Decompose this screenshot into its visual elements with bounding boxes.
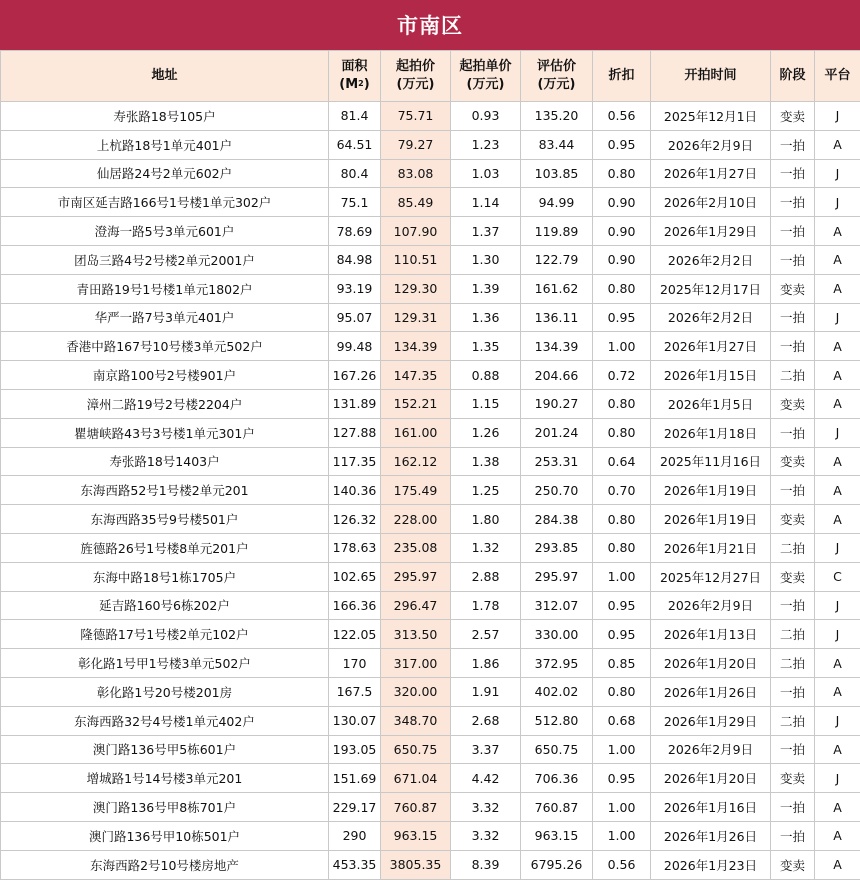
cell-appraisal: 330.00 xyxy=(521,620,593,649)
cell-appraisal: 83.44 xyxy=(521,130,593,159)
cell-area: 151.69 xyxy=(329,764,381,793)
cell-start-price: 147.35 xyxy=(381,361,451,390)
header-discount-label: 折扣 xyxy=(608,68,634,83)
cell-unit-price: 2.88 xyxy=(451,562,521,591)
auction-table xyxy=(0,50,860,880)
table-header-row xyxy=(1,51,860,102)
cell-area: 78.69 xyxy=(329,217,381,246)
header-area xyxy=(329,51,381,102)
cell-appraisal: 650.75 xyxy=(521,735,593,764)
cell-address: 东海中路18号1栋1705户 xyxy=(1,562,329,591)
cell-start-time: 2026年1月26日 xyxy=(651,821,771,850)
cell-platform: A xyxy=(815,332,860,361)
cell-unit-price: 1.03 xyxy=(451,159,521,188)
cell-unit-price: 0.93 xyxy=(451,102,521,131)
cell-discount: 0.80 xyxy=(593,533,651,562)
table-row xyxy=(1,620,860,649)
cell-address: 增城路1号14号楼3单元201 xyxy=(1,764,329,793)
cell-start-price: 161.00 xyxy=(381,418,451,447)
table-row xyxy=(1,274,860,303)
cell-stage: 一拍 xyxy=(771,793,815,822)
cell-appraisal: 512.80 xyxy=(521,706,593,735)
cell-stage: 变卖 xyxy=(771,505,815,534)
cell-platform: A xyxy=(815,245,860,274)
cell-unit-price: 0.88 xyxy=(451,361,521,390)
cell-address: 澄海一路5号3单元601户 xyxy=(1,217,329,246)
cell-unit-price: 2.68 xyxy=(451,706,521,735)
cell-start-time: 2026年1月23日 xyxy=(651,850,771,879)
cell-appraisal: 103.85 xyxy=(521,159,593,188)
cell-address: 澳门路136号甲5栋601户 xyxy=(1,735,329,764)
cell-unit-price: 1.37 xyxy=(451,217,521,246)
cell-area: 453.35 xyxy=(329,850,381,879)
cell-start-time: 2026年1月20日 xyxy=(651,649,771,678)
cell-area: 95.07 xyxy=(329,303,381,332)
cell-area: 166.36 xyxy=(329,591,381,620)
cell-discount: 0.95 xyxy=(593,620,651,649)
cell-appraisal: 402.02 xyxy=(521,677,593,706)
cell-discount: 0.72 xyxy=(593,361,651,390)
cell-address: 旌德路26号1号楼8单元201户 xyxy=(1,533,329,562)
cell-start-price: 317.00 xyxy=(381,649,451,678)
cell-stage: 变卖 xyxy=(771,562,815,591)
cell-platform: A xyxy=(815,850,860,879)
cell-address: 东海西路2号10号楼房地产 xyxy=(1,850,329,879)
header-unit-price xyxy=(451,51,521,102)
cell-area: 117.35 xyxy=(329,447,381,476)
cell-appraisal: 760.87 xyxy=(521,793,593,822)
cell-platform: C xyxy=(815,562,860,591)
cell-platform: J xyxy=(815,591,860,620)
cell-start-price: 650.75 xyxy=(381,735,451,764)
cell-start-price: 671.04 xyxy=(381,764,451,793)
table-row xyxy=(1,850,860,879)
table-row xyxy=(1,821,860,850)
header-start-price-unit: (万元) xyxy=(381,76,450,94)
cell-platform: A xyxy=(815,130,860,159)
cell-start-time: 2025年12月27日 xyxy=(651,562,771,591)
cell-platform: A xyxy=(815,793,860,822)
cell-start-time: 2025年12月17日 xyxy=(651,274,771,303)
header-unit-price-unit: (万元) xyxy=(451,76,520,94)
cell-start-price: 129.31 xyxy=(381,303,451,332)
cell-address: 隆德路17号1号楼2单元102户 xyxy=(1,620,329,649)
cell-unit-price: 1.36 xyxy=(451,303,521,332)
cell-start-time: 2026年1月19日 xyxy=(651,505,771,534)
table-row xyxy=(1,764,860,793)
cell-area: 229.17 xyxy=(329,793,381,822)
cell-discount: 0.95 xyxy=(593,303,651,332)
cell-platform: J xyxy=(815,764,860,793)
header-address-label: 地址 xyxy=(151,68,177,83)
cell-platform: A xyxy=(815,389,860,418)
cell-start-time: 2026年1月21日 xyxy=(651,533,771,562)
cell-stage: 二拍 xyxy=(771,361,815,390)
cell-start-time: 2026年2月10日 xyxy=(651,188,771,217)
cell-address: 仙居路24号2单元602户 xyxy=(1,159,329,188)
cell-unit-price: 1.35 xyxy=(451,332,521,361)
cell-discount: 0.80 xyxy=(593,418,651,447)
cell-platform: A xyxy=(815,649,860,678)
cell-platform: A xyxy=(815,361,860,390)
table-row xyxy=(1,591,860,620)
header-start-price xyxy=(381,51,451,102)
cell-discount: 0.68 xyxy=(593,706,651,735)
cell-area: 167.5 xyxy=(329,677,381,706)
cell-stage: 一拍 xyxy=(771,303,815,332)
cell-discount: 0.80 xyxy=(593,274,651,303)
cell-start-time: 2026年1月15日 xyxy=(651,361,771,390)
header-appraisal xyxy=(521,51,593,102)
cell-platform: A xyxy=(815,447,860,476)
header-discount xyxy=(593,51,651,102)
table-row xyxy=(1,332,860,361)
cell-stage: 二拍 xyxy=(771,649,815,678)
table-row xyxy=(1,533,860,562)
cell-unit-price: 8.39 xyxy=(451,850,521,879)
cell-unit-price: 1.32 xyxy=(451,533,521,562)
table-row xyxy=(1,245,860,274)
table-row xyxy=(1,793,860,822)
cell-platform: J xyxy=(815,188,860,217)
cell-platform: A xyxy=(815,476,860,505)
cell-start-price: 348.70 xyxy=(381,706,451,735)
cell-start-price: 162.12 xyxy=(381,447,451,476)
cell-appraisal: 204.66 xyxy=(521,361,593,390)
cell-address: 东海西路52号1号楼2单元201 xyxy=(1,476,329,505)
cell-start-time: 2026年2月9日 xyxy=(651,735,771,764)
header-start-price-label: 起拍价 xyxy=(381,58,450,76)
cell-address: 上杭路18号1单元401户 xyxy=(1,130,329,159)
cell-address: 市南区延吉路166号1号楼1单元302户 xyxy=(1,188,329,217)
cell-unit-price: 1.38 xyxy=(451,447,521,476)
cell-appraisal: 253.31 xyxy=(521,447,593,476)
cell-area: 75.1 xyxy=(329,188,381,217)
cell-appraisal: 963.15 xyxy=(521,821,593,850)
cell-appraisal: 161.62 xyxy=(521,274,593,303)
cell-stage: 一拍 xyxy=(771,418,815,447)
cell-start-time: 2026年1月26日 xyxy=(651,677,771,706)
cell-area: 84.98 xyxy=(329,245,381,274)
header-start-time-label: 开拍时间 xyxy=(684,68,736,83)
cell-start-time: 2026年1月5日 xyxy=(651,389,771,418)
cell-stage: 二拍 xyxy=(771,706,815,735)
cell-discount: 0.90 xyxy=(593,188,651,217)
cell-start-time: 2026年1月29日 xyxy=(651,217,771,246)
cell-start-price: 963.15 xyxy=(381,821,451,850)
cell-unit-price: 1.14 xyxy=(451,188,521,217)
header-unit-price-label: 起拍单价 xyxy=(451,58,520,76)
cell-stage: 二拍 xyxy=(771,620,815,649)
cell-unit-price: 1.26 xyxy=(451,418,521,447)
cell-discount: 0.90 xyxy=(593,217,651,246)
cell-start-price: 83.08 xyxy=(381,159,451,188)
cell-unit-price: 3.37 xyxy=(451,735,521,764)
cell-start-time: 2026年1月27日 xyxy=(651,159,771,188)
cell-appraisal: 94.99 xyxy=(521,188,593,217)
table-row xyxy=(1,159,860,188)
cell-stage: 一拍 xyxy=(771,245,815,274)
cell-appraisal: 135.20 xyxy=(521,102,593,131)
cell-discount: 0.56 xyxy=(593,850,651,879)
cell-area: 178.63 xyxy=(329,533,381,562)
header-stage xyxy=(771,51,815,102)
cell-appraisal: 250.70 xyxy=(521,476,593,505)
cell-stage: 变卖 xyxy=(771,447,815,476)
table-row xyxy=(1,361,860,390)
table-row xyxy=(1,130,860,159)
cell-unit-price: 1.39 xyxy=(451,274,521,303)
cell-unit-price: 1.78 xyxy=(451,591,521,620)
cell-platform: A xyxy=(815,217,860,246)
cell-unit-price: 1.91 xyxy=(451,677,521,706)
cell-area: 93.19 xyxy=(329,274,381,303)
header-stage-label: 阶段 xyxy=(779,68,805,83)
cell-unit-price: 4.42 xyxy=(451,764,521,793)
cell-stage: 一拍 xyxy=(771,188,815,217)
cell-start-price: 175.49 xyxy=(381,476,451,505)
cell-address: 东海西路32号4号楼1单元402户 xyxy=(1,706,329,735)
cell-area: 99.48 xyxy=(329,332,381,361)
cell-start-price: 3805.35 xyxy=(381,850,451,879)
cell-platform: J xyxy=(815,533,860,562)
cell-platform: J xyxy=(815,620,860,649)
cell-address: 彰化路1号甲1号楼3单元502户 xyxy=(1,649,329,678)
cell-stage: 一拍 xyxy=(771,735,815,764)
cell-start-price: 320.00 xyxy=(381,677,451,706)
cell-start-price: 75.71 xyxy=(381,102,451,131)
table-row xyxy=(1,735,860,764)
cell-discount: 0.56 xyxy=(593,102,651,131)
header-area-unit-post: ) xyxy=(364,77,370,92)
cell-start-time: 2026年2月9日 xyxy=(651,130,771,159)
cell-appraisal: 134.39 xyxy=(521,332,593,361)
cell-discount: 0.95 xyxy=(593,591,651,620)
cell-start-time: 2025年12月1日 xyxy=(651,102,771,131)
cell-start-price: 85.49 xyxy=(381,188,451,217)
header-area-unit xyxy=(329,76,380,94)
cell-area: 131.89 xyxy=(329,389,381,418)
cell-stage: 一拍 xyxy=(771,130,815,159)
cell-start-time: 2026年2月9日 xyxy=(651,591,771,620)
cell-address: 瞿塘峡路43号3号楼1单元301户 xyxy=(1,418,329,447)
cell-start-price: 129.30 xyxy=(381,274,451,303)
cell-unit-price: 1.25 xyxy=(451,476,521,505)
table-row xyxy=(1,418,860,447)
cell-appraisal: 190.27 xyxy=(521,389,593,418)
cell-stage: 一拍 xyxy=(771,476,815,505)
cell-address: 澳门路136号甲8栋701户 xyxy=(1,793,329,822)
cell-stage: 变卖 xyxy=(771,389,815,418)
cell-platform: A xyxy=(815,735,860,764)
table-row xyxy=(1,303,860,332)
cell-area: 64.51 xyxy=(329,130,381,159)
cell-unit-price: 3.32 xyxy=(451,821,521,850)
cell-discount: 1.00 xyxy=(593,821,651,850)
cell-unit-price: 1.30 xyxy=(451,245,521,274)
cell-discount: 1.00 xyxy=(593,562,651,591)
cell-start-time: 2026年1月27日 xyxy=(651,332,771,361)
cell-appraisal: 295.97 xyxy=(521,562,593,591)
cell-area: 167.26 xyxy=(329,361,381,390)
cell-area: 290 xyxy=(329,821,381,850)
page-title: 市南区 xyxy=(0,0,860,50)
cell-appraisal: 706.36 xyxy=(521,764,593,793)
cell-address: 彰化路1号20号楼201房 xyxy=(1,677,329,706)
cell-area: 130.07 xyxy=(329,706,381,735)
cell-discount: 0.80 xyxy=(593,677,651,706)
cell-discount: 1.00 xyxy=(593,332,651,361)
cell-unit-price: 2.57 xyxy=(451,620,521,649)
cell-stage: 一拍 xyxy=(771,217,815,246)
cell-stage: 变卖 xyxy=(771,274,815,303)
cell-platform: A xyxy=(815,677,860,706)
cell-stage: 二拍 xyxy=(771,533,815,562)
cell-appraisal: 372.95 xyxy=(521,649,593,678)
cell-address: 青田路19号1号楼1单元1802户 xyxy=(1,274,329,303)
table-row xyxy=(1,389,860,418)
cell-stage: 一拍 xyxy=(771,332,815,361)
cell-address: 团岛三路4号2号楼2单元2001户 xyxy=(1,245,329,274)
cell-start-time: 2026年1月18日 xyxy=(651,418,771,447)
cell-area: 122.05 xyxy=(329,620,381,649)
cell-appraisal: 122.79 xyxy=(521,245,593,274)
cell-stage: 一拍 xyxy=(771,821,815,850)
cell-start-time: 2026年1月16日 xyxy=(651,793,771,822)
cell-area: 170 xyxy=(329,649,381,678)
table-body xyxy=(1,102,860,880)
cell-platform: A xyxy=(815,274,860,303)
cell-area: 193.05 xyxy=(329,735,381,764)
cell-start-price: 79.27 xyxy=(381,130,451,159)
cell-appraisal: 284.38 xyxy=(521,505,593,534)
header-address xyxy=(1,51,329,102)
cell-address: 寿张路18号1403户 xyxy=(1,447,329,476)
cell-start-time: 2025年11月16日 xyxy=(651,447,771,476)
header-start-time xyxy=(651,51,771,102)
cell-area: 126.32 xyxy=(329,505,381,534)
table-row xyxy=(1,102,860,131)
cell-start-price: 107.90 xyxy=(381,217,451,246)
cell-appraisal: 312.07 xyxy=(521,591,593,620)
header-area-unit-sup: 2 xyxy=(358,79,364,88)
cell-appraisal: 6795.26 xyxy=(521,850,593,879)
cell-appraisal: 201.24 xyxy=(521,418,593,447)
cell-address: 香港中路167号10号楼3单元502户 xyxy=(1,332,329,361)
cell-appraisal: 136.11 xyxy=(521,303,593,332)
cell-area: 102.65 xyxy=(329,562,381,591)
cell-unit-price: 1.23 xyxy=(451,130,521,159)
cell-platform: A xyxy=(815,821,860,850)
cell-platform: J xyxy=(815,303,860,332)
cell-discount: 0.90 xyxy=(593,245,651,274)
header-appraisal-label: 评估价 xyxy=(521,58,592,76)
cell-unit-price: 1.86 xyxy=(451,649,521,678)
cell-start-time: 2026年1月20日 xyxy=(651,764,771,793)
cell-address: 东海西路35号9号楼501户 xyxy=(1,505,329,534)
cell-discount: 0.95 xyxy=(593,130,651,159)
cell-start-time: 2026年1月13日 xyxy=(651,620,771,649)
cell-discount: 1.00 xyxy=(593,793,651,822)
cell-discount: 0.80 xyxy=(593,389,651,418)
cell-start-price: 110.51 xyxy=(381,245,451,274)
cell-start-price: 760.87 xyxy=(381,793,451,822)
cell-area: 81.4 xyxy=(329,102,381,131)
cell-address: 漳州二路19号2号楼2204户 xyxy=(1,389,329,418)
cell-unit-price: 1.15 xyxy=(451,389,521,418)
cell-platform: A xyxy=(815,505,860,534)
table-row xyxy=(1,649,860,678)
cell-stage: 变卖 xyxy=(771,764,815,793)
cell-discount: 0.70 xyxy=(593,476,651,505)
cell-platform: J xyxy=(815,102,860,131)
cell-unit-price: 3.32 xyxy=(451,793,521,822)
cell-stage: 变卖 xyxy=(771,850,815,879)
cell-start-price: 152.21 xyxy=(381,389,451,418)
table-row xyxy=(1,217,860,246)
cell-start-price: 228.00 xyxy=(381,505,451,534)
cell-discount: 0.80 xyxy=(593,505,651,534)
cell-stage: 一拍 xyxy=(771,677,815,706)
table-row xyxy=(1,188,860,217)
cell-address: 寿张路18号105户 xyxy=(1,102,329,131)
cell-address: 延吉路160号6栋202户 xyxy=(1,591,329,620)
header-area-label: 面积 xyxy=(329,58,380,76)
cell-platform: J xyxy=(815,418,860,447)
table-row xyxy=(1,505,860,534)
cell-stage: 一拍 xyxy=(771,159,815,188)
table-row xyxy=(1,677,860,706)
cell-platform: J xyxy=(815,159,860,188)
cell-area: 127.88 xyxy=(329,418,381,447)
header-appraisal-unit: (万元) xyxy=(521,76,592,94)
cell-appraisal: 293.85 xyxy=(521,533,593,562)
cell-start-price: 134.39 xyxy=(381,332,451,361)
table-row xyxy=(1,447,860,476)
cell-start-time: 2026年2月2日 xyxy=(651,303,771,332)
cell-unit-price: 1.80 xyxy=(451,505,521,534)
cell-address: 澳门路136号甲10栋501户 xyxy=(1,821,329,850)
cell-discount: 1.00 xyxy=(593,735,651,764)
cell-start-price: 313.50 xyxy=(381,620,451,649)
table-row xyxy=(1,476,860,505)
cell-start-time: 2026年1月29日 xyxy=(651,706,771,735)
header-area-unit-pre: (M xyxy=(339,77,358,92)
cell-start-time: 2026年2月2日 xyxy=(651,245,771,274)
cell-platform: J xyxy=(815,706,860,735)
cell-address: 南京路100号2号楼901户 xyxy=(1,361,329,390)
cell-discount: 0.80 xyxy=(593,159,651,188)
cell-discount: 0.64 xyxy=(593,447,651,476)
cell-area: 140.36 xyxy=(329,476,381,505)
table-row xyxy=(1,706,860,735)
cell-discount: 0.95 xyxy=(593,764,651,793)
cell-discount: 0.85 xyxy=(593,649,651,678)
cell-start-price: 295.97 xyxy=(381,562,451,591)
cell-address: 华严一路7号3单元401户 xyxy=(1,303,329,332)
header-platform-label: 平台 xyxy=(824,68,850,83)
header-platform xyxy=(815,51,860,102)
cell-start-price: 296.47 xyxy=(381,591,451,620)
cell-area: 80.4 xyxy=(329,159,381,188)
table-row xyxy=(1,562,860,591)
cell-stage: 变卖 xyxy=(771,102,815,131)
cell-start-time: 2026年1月19日 xyxy=(651,476,771,505)
cell-stage: 一拍 xyxy=(771,591,815,620)
cell-appraisal: 119.89 xyxy=(521,217,593,246)
cell-start-price: 235.08 xyxy=(381,533,451,562)
